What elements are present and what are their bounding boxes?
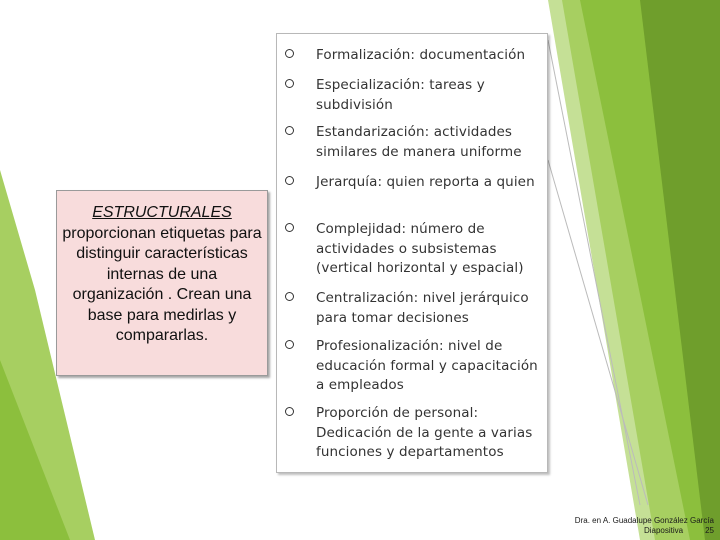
list-item-text: Jerarquía: quien reporta a quien	[316, 174, 535, 190]
list-item-complejidad	[277, 220, 549, 279]
structural-description: proporcionan etiquetas para distinguir características internas de una organización . Crean una base para medirlas y compararlas.	[62, 224, 262, 344]
footer-author: Dra. en A. Guadalupe González García	[574, 516, 714, 525]
list-item-text: Proporción de personal: Dedicación de la gente a varias funciones y departamentos	[316, 405, 533, 460]
circle-bullet-icon	[285, 126, 294, 135]
list-item-text: Formalización: documentación	[316, 47, 526, 63]
circle-bullet-icon	[285, 176, 294, 185]
structural-summary-text	[60, 203, 265, 347]
circle-bullet-icon	[285, 407, 294, 416]
circle-bullet-icon	[285, 292, 294, 301]
circle-bullet-icon	[285, 340, 294, 349]
list-item-text: Centralización: nivel jerárquico para tomar decisiones	[316, 290, 529, 326]
list-item-jerarquia	[277, 173, 549, 193]
list-item-text: Especialización: tareas y subdivisión	[316, 77, 485, 113]
list-item-formalizacion	[277, 46, 549, 66]
circle-bullet-icon	[285, 49, 294, 58]
list-item-text: Estandarización: actividades similares de manera uniforme	[316, 124, 522, 160]
list-item-proporcion-personal	[277, 404, 549, 463]
circle-bullet-icon	[285, 79, 294, 88]
list-item-centralizacion	[277, 289, 549, 328]
list-item-profesionalizacion	[277, 337, 549, 396]
footer-slide-number: 25	[705, 526, 714, 535]
list-item-estandarizacion	[277, 123, 549, 162]
slide-footer	[514, 516, 714, 536]
circle-bullet-icon	[285, 223, 294, 232]
dimensions-list-box	[276, 33, 548, 473]
footer-slide-label: Diapositiva	[643, 526, 684, 535]
list-item-text: Complejidad: número de actividades o subsistemas (vertical horizontal y espacial)	[316, 221, 524, 276]
structural-summary-box	[56, 190, 268, 376]
list-item-especializacion	[277, 76, 549, 115]
list-item-text: Profesionalización: nivel de educación formal y capacitación a empleados	[316, 338, 538, 393]
structural-title: ESTRUCTURALES	[92, 204, 232, 221]
